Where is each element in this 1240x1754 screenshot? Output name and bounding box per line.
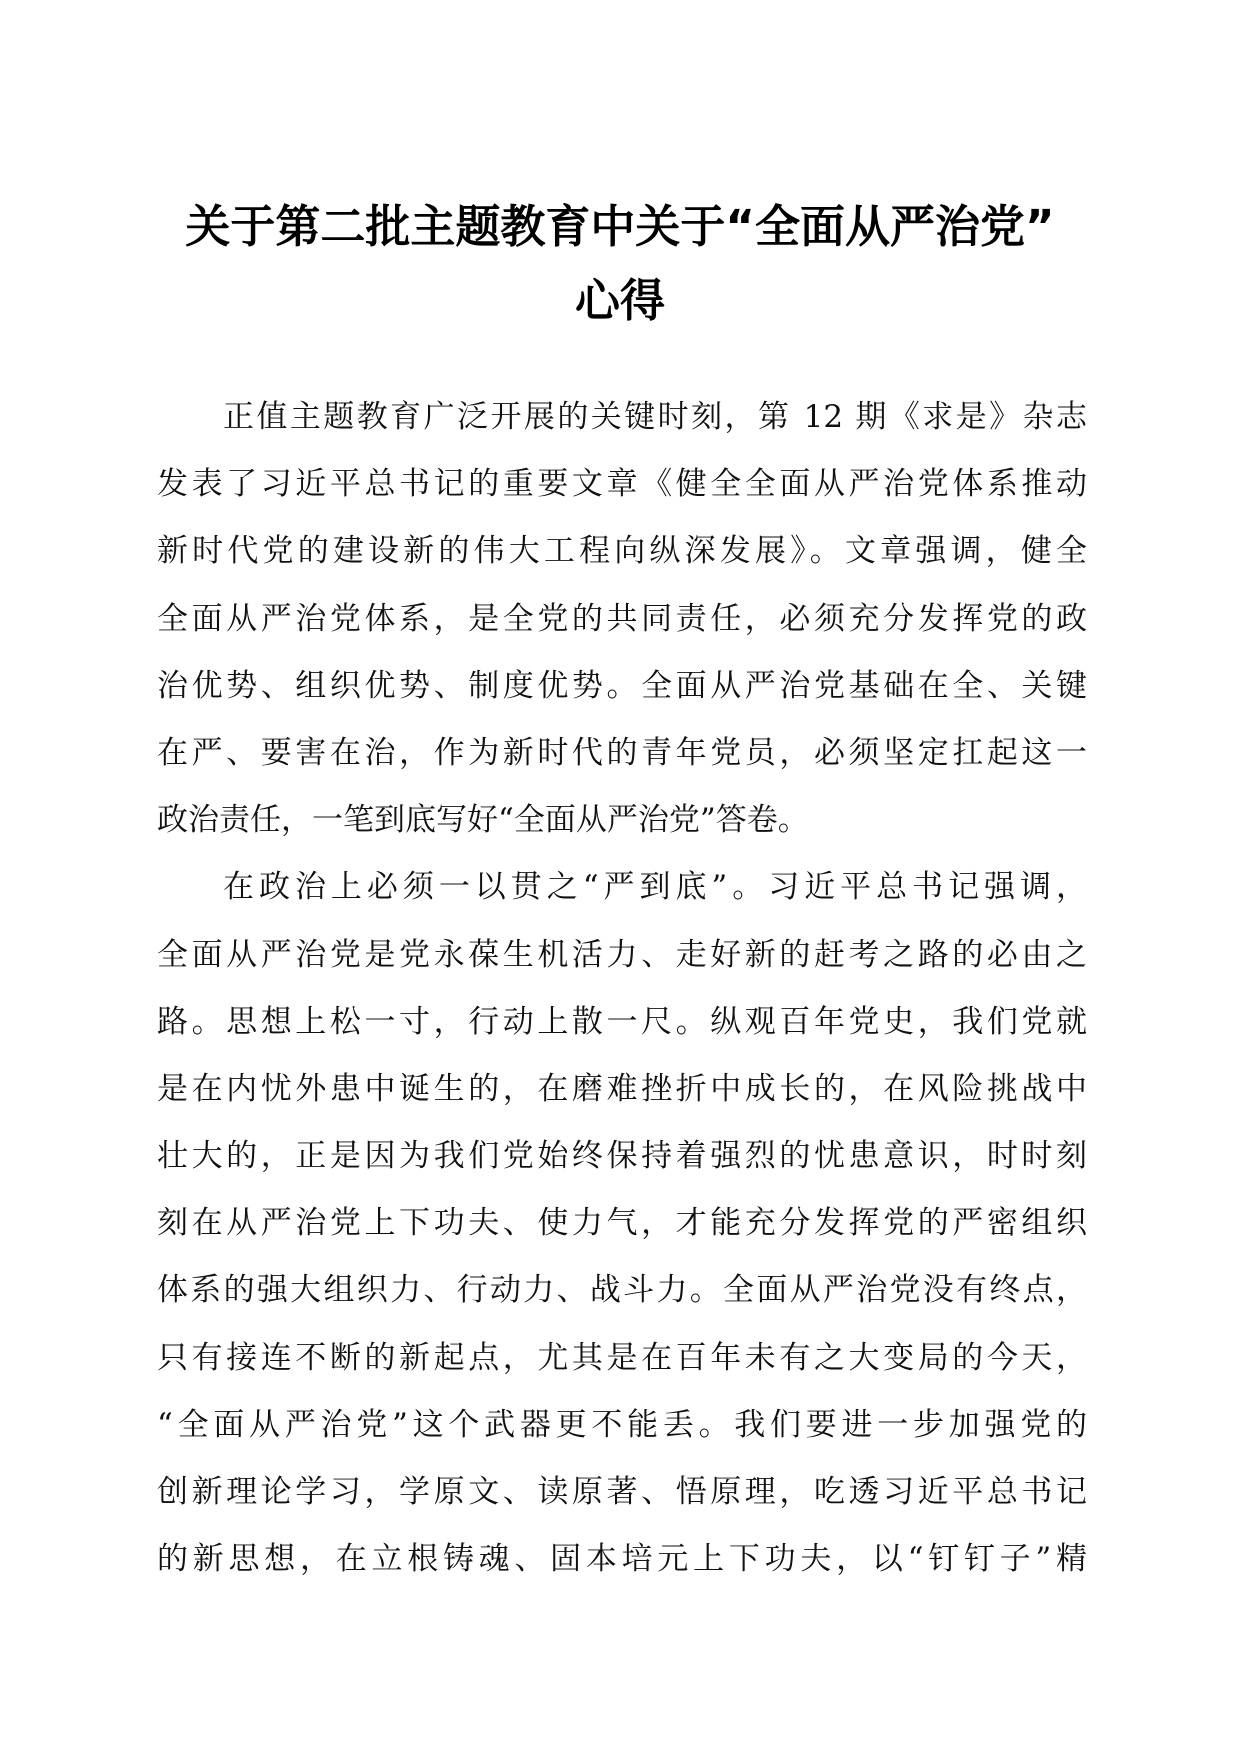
body-line-11: 是在内忧外患中诞生的，在磨难挫折中成长的，在风险挑战中 [157, 1070, 1087, 1107]
body-line-9: 全面从严治党是党永葆生机活力、走好新的赶考之路的必由之 [157, 936, 1087, 973]
body-line-5: 治优势、组织优势、制度优势。全面从严治党基础在全、关键 [157, 667, 1087, 704]
body-line-15: 只有接连不断的新起点，尤其是在百年未有之大变局的今天， [157, 1339, 1087, 1376]
document-body [157, 384, 1087, 1593]
body-line-14: 体系的强大组织力、行动力、战斗力。全面从严治党没有终点， [157, 1272, 1087, 1309]
body-line-7: 政治责任，一笔到底写好“全面从严治党”答卷。 [157, 802, 809, 839]
body-line-17: 创新理论学习，学原文、读原著、悟原理，吃透习近平总书记 [157, 1474, 1087, 1510]
title-line-2: 心得 [574, 274, 665, 327]
body-line-4: 全面从严治党体系，是全党的共同责任，必须充分发挥党的政 [157, 600, 1087, 637]
body-line-1: 正值主题教育广泛开展的关键时刻，第 12 期《求是》杂志 [223, 399, 1087, 435]
body-line-12: 壮大的，正是因为我们党始终保持着强烈的忧患意识，时时刻 [157, 1138, 1087, 1175]
body-line-6: 在严、要害在治，作为新时代的青年党员，必须坚定扛起这一 [157, 734, 1087, 771]
body-line-18: 的新思想，在立根铸魂、固本培元上下功夫，以“钉钉子”精 [157, 1541, 1087, 1578]
body-line-13: 刻在从严治党上下功夫、使力气，才能充分发挥党的严密组织 [157, 1205, 1087, 1242]
body-line-2: 发表了习近平总书记的重要文章《健全全面从严治党体系推动 [157, 466, 1087, 503]
title-line-1: 关于第二批主题教育中关于“全面从严治党” [185, 200, 1055, 253]
body-line-16: “全面从严治党”这个武器更不能丢。我们要进一步加强党的 [157, 1406, 1087, 1443]
body-line-10: 路。思想上松一寸，行动上散一尺。纵观百年党史，我们党就 [157, 1003, 1087, 1040]
document-title [150, 190, 1090, 338]
body-line-3: 新时代党的建设新的伟大工程向纵深发展》。文章强调，健全 [157, 533, 1087, 570]
body-line-8: 在政治上必须一以贯之“严到底”。习近平总书记强调， [223, 869, 1087, 906]
